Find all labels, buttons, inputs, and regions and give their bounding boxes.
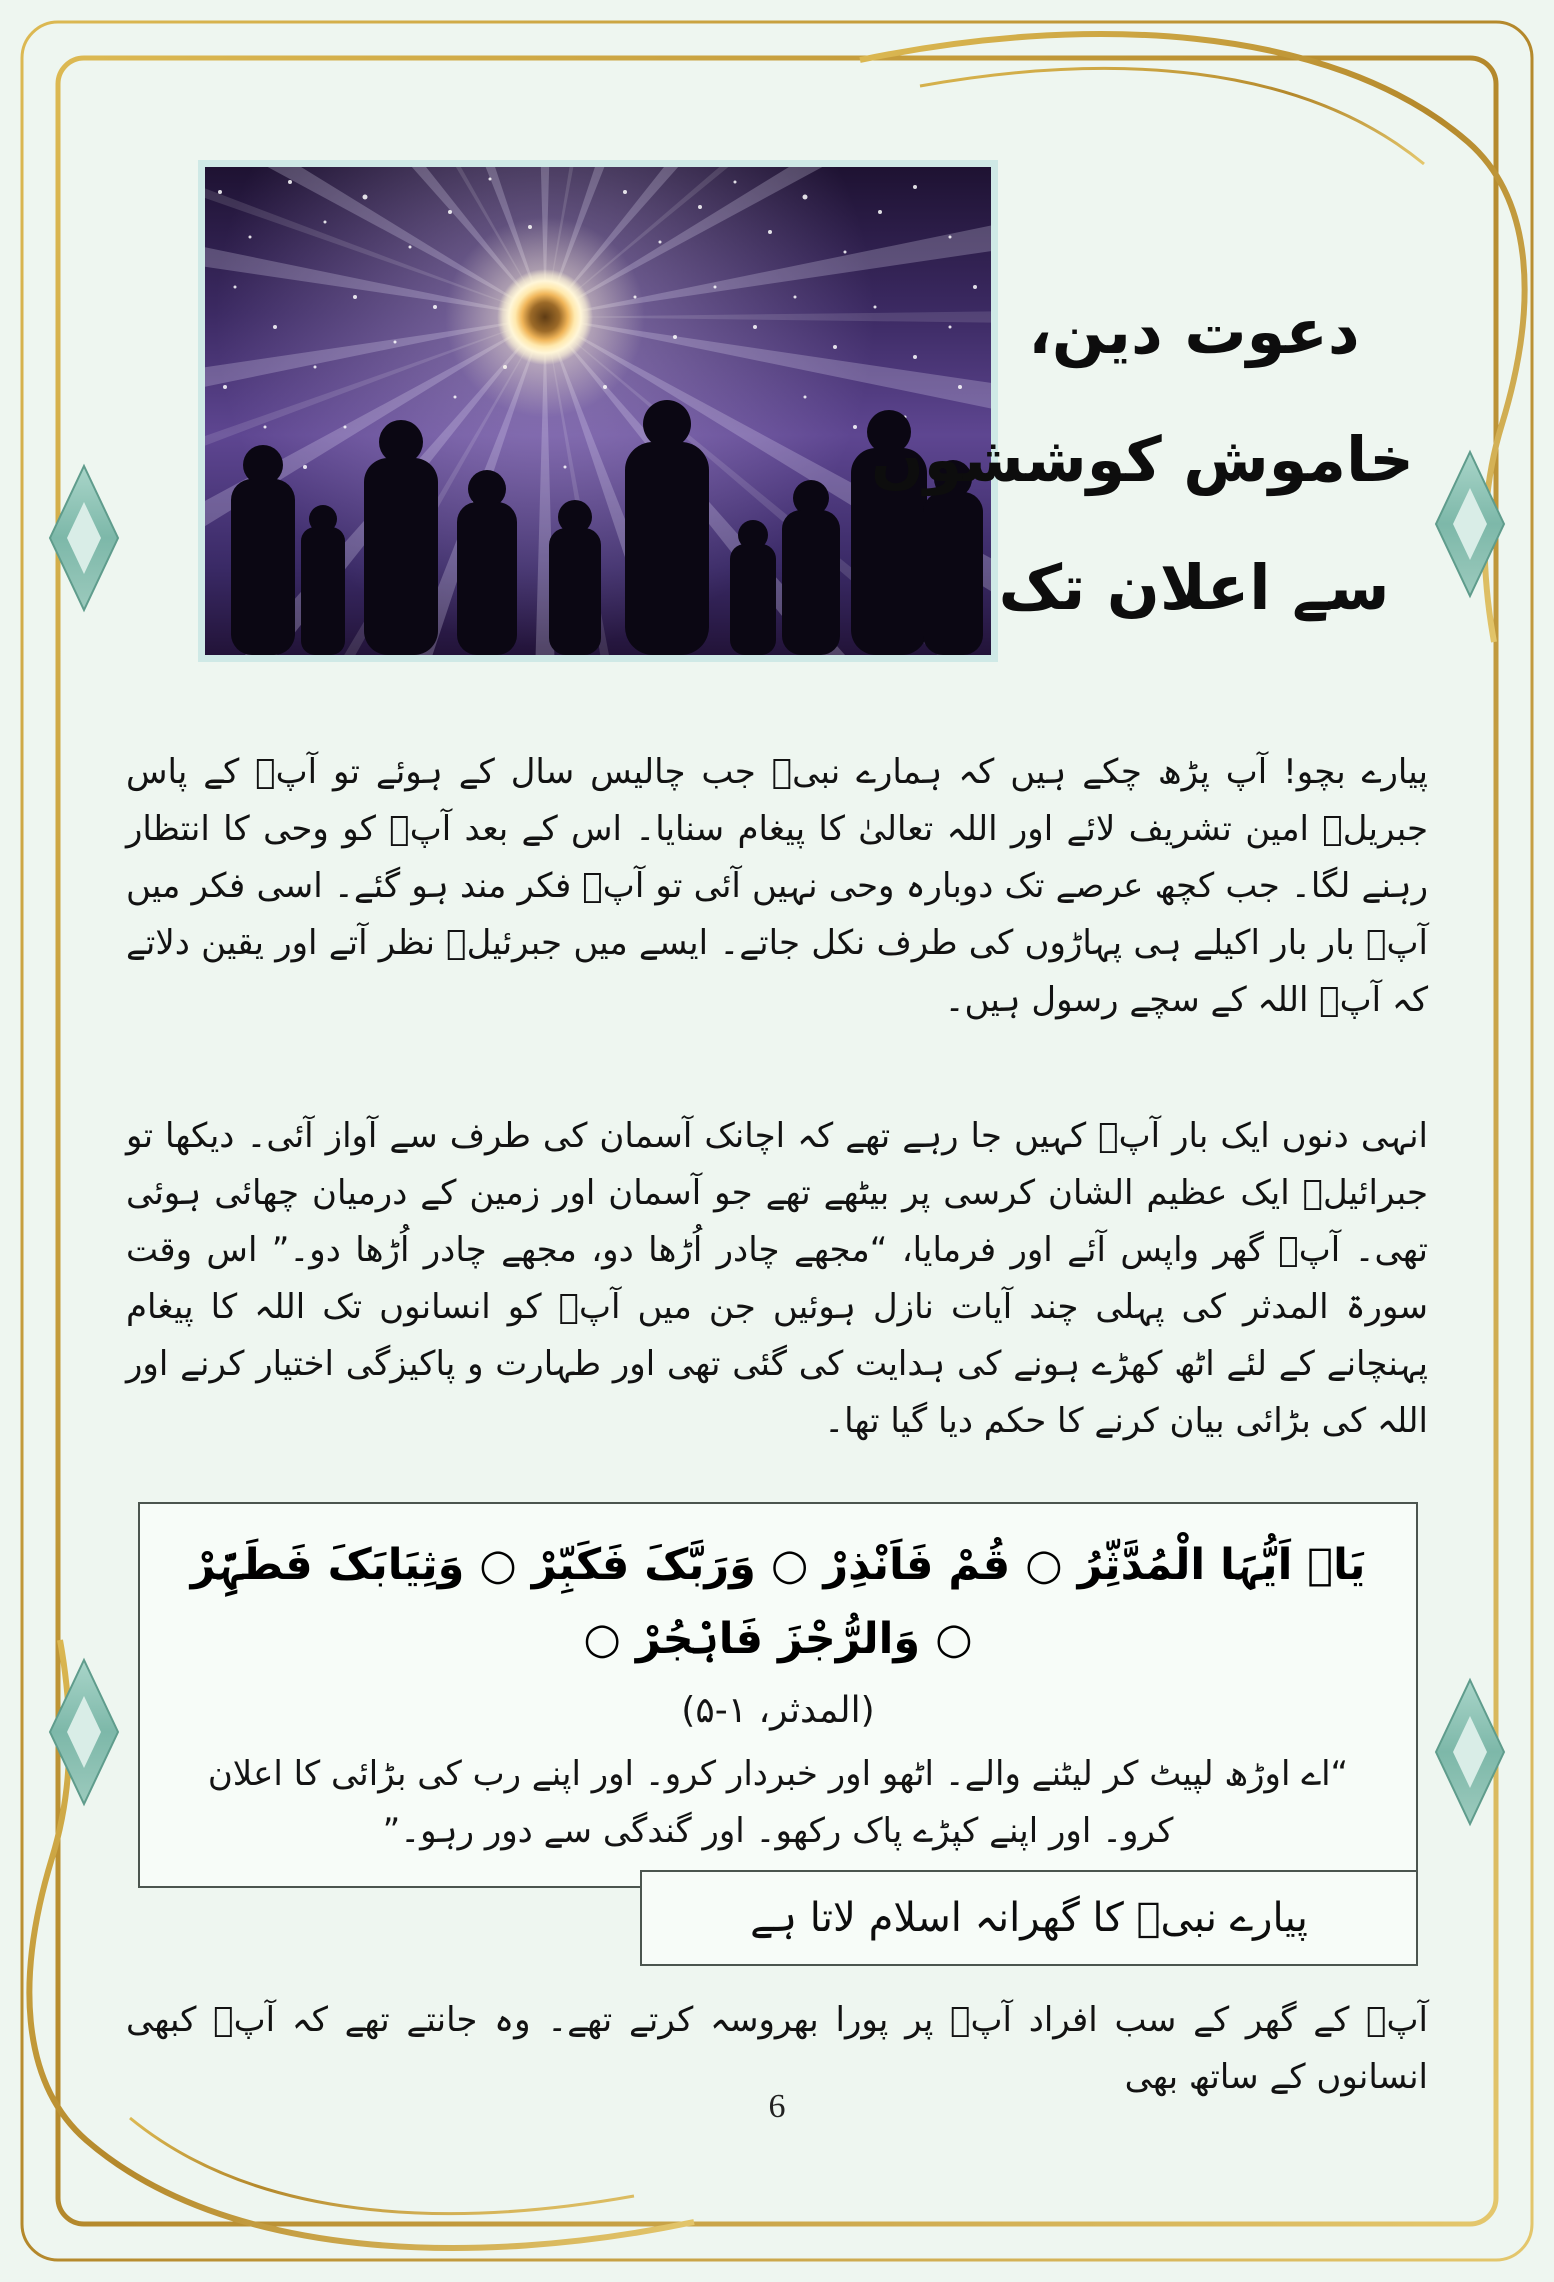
chapter-title-line-1: دعوت دین، bbox=[1028, 295, 1360, 368]
chapter-title-line-2: خاموش کوششوں bbox=[870, 423, 1414, 496]
chapter-title-line-3: سے اعلان تک bbox=[998, 551, 1390, 624]
diamond-ornament-right-bottom bbox=[1436, 1680, 1504, 1824]
quran-reference: (المدثر، ۱-۵) bbox=[681, 1690, 875, 1731]
section-heading: پیارے نبیؐ کا گھرانہ اسلام لاتا ہے bbox=[750, 1895, 1308, 1941]
paragraph-1: پیارے بچو! آپ پڑھ چکے ہیں کہ ہمارے نبیؐ جب چالیس سال کے ہوئے تو آپؐ کے پاس جبریلؑ امین تشریف لائے اور اللہ تعالیٰ کا پیغام سنایا۔ اس کے بعد آپؐ کو وحی کا انتظار رہنے لگا۔ جب کچھ عرصے تک دوبارہ وحی نہیں آئی تو آپؐ فکر مند ہو گئے۔ اسی فکر میں آپؐ بار بار اکیلے ہی پہاڑوں کی طرف نکل جاتے۔ ایسے میں جبرئیلؑ نظر آتے اور یقین دلاتے کہ آپؐ اللہ کے سچے رسول ہیں۔ bbox=[126, 752, 1428, 1020]
diamond-ornament-left-top bbox=[50, 466, 118, 610]
diamond-ornament-left-bottom bbox=[50, 1660, 118, 1804]
radiant-orb bbox=[445, 217, 645, 417]
quran-arabic-text: یَاۤ اَیُّہَا الْمُدَّثِّرُ ○ قُمْ فَاَنْذِرْ ○ وَرَبَّکَ فَکَبِّرْ ○ وَثِیَابَکَ فَطَہِّرْ ○ وَالرُّجْزَ فَاہْجُرْ ○ bbox=[190, 1540, 1366, 1664]
closing-paragraph: آپؐ کے گھر کے سب افراد آپؐ پر پورا بھروسہ کرتے تھے۔ وہ جانتے تھے کہ آپؐ کبھی انسانوں کے ساتھ بھی bbox=[126, 2000, 1428, 2097]
section-heading-box bbox=[640, 1870, 1418, 1966]
chapter-title bbox=[870, 268, 1414, 652]
quran-verse-box bbox=[138, 1502, 1418, 1888]
quran-translation: “اے اوڑھ لپیٹ کر لیٹنے والے۔ اٹھو اور خبردار کرو۔ اور اپنے رب کی بڑائی کا اعلان کرو۔ اور اپنے کپڑے پاک رکھو۔ اور گندگی سے دور رہو۔” bbox=[207, 1754, 1349, 1851]
diamond-ornament-right-top bbox=[1436, 452, 1504, 596]
paragraph-2: انہی دنوں ایک بار آپؐ کہیں جا رہے تھے کہ اچانک آسمان کی طرف سے آواز آئی۔ دیکھا تو جبرائیلؑ ایک عظیم الشان کرسی پر بیٹھے تھے جو آسمان اور زمین کے درمیان چھائی ہوئی تھی۔ آپؐ گھر واپس آئے اور فرمایا، “مجھے چادر اُڑھا دو، مجھے چادر اُڑھا دو۔” اس وقت سورۃ المدثر کی پہلی چند آیات نازل ہوئیں جن میں آپؐ کو انسانوں تک اللہ کا پیغام پہنچانے کے لئے اٹھ کھڑے ہونے کی ہدایت کی گئی تھی اور طہارت و پاکیزگی اختیار کرنے اور اللہ کی بڑائی بیان کرنے کا حکم دیا گیا تھا۔ bbox=[126, 1116, 1428, 1441]
page-number: 6 bbox=[768, 2088, 786, 2125]
